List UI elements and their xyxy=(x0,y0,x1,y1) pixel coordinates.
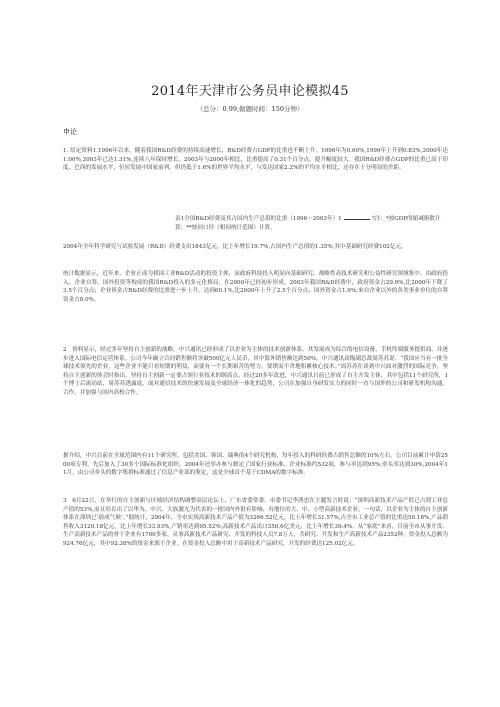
document-title: 2014年天津市公务员申论模拟45 xyxy=(151,84,349,99)
table-caption xyxy=(63,213,448,232)
paragraph-material-2: 2 资料显示，经过多年坚持自主创新的战略，中兴通讯已经形成了以企业为主体的技术创新体系，其发展成为综合的电信设备、手机终端服务提供商，并逐步进入国际电信运营体系。公司今年确立合同销售额将突破500亿元人民币，其中海外销售额达到50%。中兴通讯高级副总裁周苏苏说：“我国应当有一批全球技术领先的企业，这些企业不能只看短期的利益，而要有一个长期艰苦的努力，要锲而不舍地积累核心技术。”周苏苏在谈到中兴面对激烈的国际竞争，坚持自主创新的体会时指出，坚持自主创新一定要占领行业技术的制高点。经过20多年改进，中兴通讯目前已形成了自主开发主体，其中包括11个研究所，1个博士后流动站，周苏苏透露说，面对通信技术的快速发展及全球经济一体化的趋势，公司在加强自身研发实力的同时一直与国外的公司和研发机构沟通、合作，并加强与国内高校合作。 xyxy=(63,347,448,396)
table-caption-title: 表1全国R&D经费及其占国内生产总值的比重（1996～2003年）1 xyxy=(175,216,342,222)
document-subtitle: （总分：0.99,做题时间：150分钟） xyxy=(196,105,304,113)
paragraph-rd-2004: 2004年全年科学研究与试验发展（R&D）经费支出1843亿元，比上年增长19.7%,占国内生产总值的1.35%,其中基础研究经费102亿元。 xyxy=(63,244,407,250)
paragraph-zte: 据介绍，中兴目前在全球范围内有11个研究所，包括美国、韩国、瑞典的4个研究机构，每年投入的科研经费占销售总额的10%左右。公司目前累计申请2500项专利，先后加入了30多个国际标准化组织。2004年还举办参与制定了国家行业标准、企业标准约532项，参与率达到95%,牵头率达到30%,2004年11月，由公司牵头的数字集群标准通过了信息产业部的鉴定，这是全球首个基于CDMA的数字标准。 xyxy=(63,453,448,477)
table-caption-note: ?注：*按GDP的缩减指数计算；**按同口径（相同统计范围）计算。 xyxy=(175,216,441,231)
answer-blank xyxy=(344,213,370,220)
paragraph-material-3: 3 6月22日，在举行的自主创新与区域经济结构调整高层论坛上，广东省委常委、市委书记李鸿忠在主题发言时说：“深圳高新技术产品产值已占到工业总产值的53%,而且培育出了以华为、中兴、大族激光为代表的一批国内外很有影响、有地位的大、中、小型高新技术企业，一句话，以企业为主体的自主创新体系在深圳已‘蔚成气候’。”据统计，2004年，全市实现高新技术产品产值为3266.52亿元，比上年增长31.57%,占全市工业总产值的比重达50.18%,产品销售收入3120.18亿元，比上年增长33.93%,产销率达到95.52%;高新技术产品出口350.6亿美元，比上年增长39.4%。从“家底”来看，目前全市从事开发、生产高新技术产品的骨干企业有1700多家，从事高新技术产品研究、开发的科技人员7.8万人，共研究、开发和生产高新技术产品2352种，资金投入总额为924.76亿元，其中92.38%的资金来源于企业。在资金投入总额中用于高新技术产品研究、开发的经费达125.02亿元。 xyxy=(63,498,448,547)
section-heading: 申论 xyxy=(63,128,77,136)
paragraph-material-1: 1. 给定资料1.1996年以来，随着我国R&D经费的持续高速增长，R&D经费占GDP的比重也不断上升，1996年为0.60%,1999年上升到0.83%,2000年达1.00%,2003年已达1.31%,连续八年保持增长，2003年与2000年相比，比重提高了0.31个百分点，提升幅度较大。我国R&D经费占GDP的比重已高于印度、巴西的发展水平，位居发展中国家前列，但仍低于1.6%的世界平均水平，与发达国家2.2%的平均水平相比，还存在十分明显的差距。 xyxy=(63,148,448,172)
paragraph-statistics: 统计数据显示，近年来，企业正成为我国工业R&D活动的投资主体，而政府科技投入明显向基础研究、战略性高技术研究和公益性研究领域集中。由政府投入、企业自筹、国外投资等构成的我国R&D投入的多元化格局，在2000年已经初步形成。2003年我国R&D经费中，政府资金占29.9%,比2000年下降了3.5个百分点；企业资金占R&D经费的比重进一步上升，达到60.1%,比2000年上升了2.5个百分点；国外资金占1.9%;来自企业以外的各类事业单位的自筹资金占8.0%。 xyxy=(63,271,448,303)
